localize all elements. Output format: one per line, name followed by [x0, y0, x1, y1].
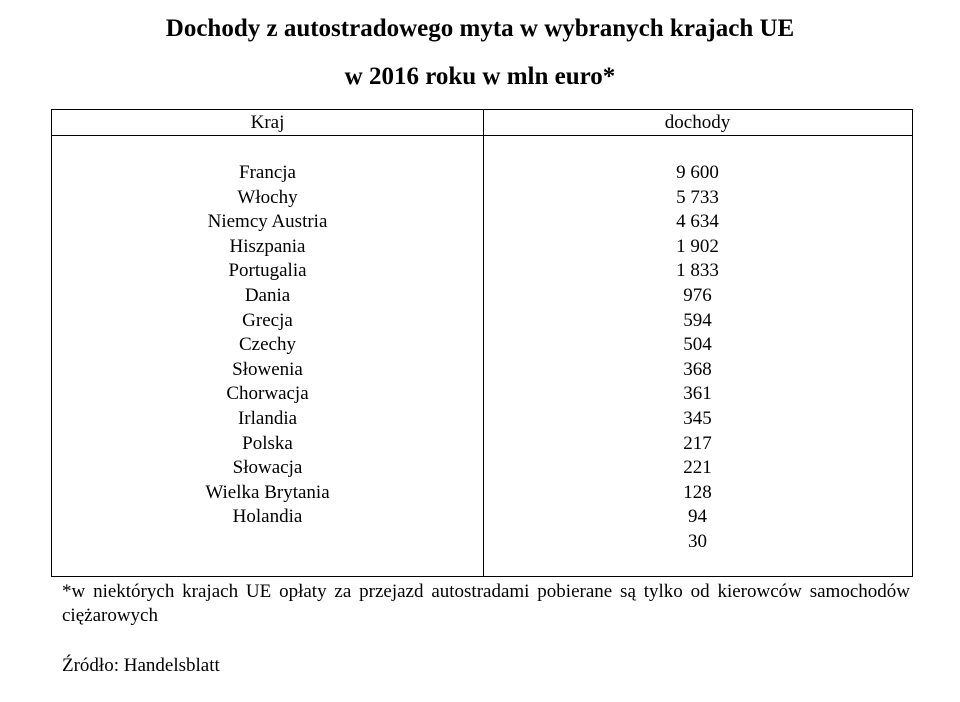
country-cell: Irlandia: [237, 407, 298, 429]
country-cell: Dania: [244, 284, 291, 306]
income-cell: 94: [688, 506, 707, 528]
income-cell: 1 833: [676, 260, 719, 282]
income-cell: 221: [683, 457, 712, 479]
income-cell: 1 902: [676, 235, 719, 257]
source-note: Źródło: Handelsblatt: [62, 655, 220, 676]
country-cell: Portugalia: [228, 260, 307, 282]
income-cell: 217: [683, 432, 712, 454]
toll-revenue-table: [51, 109, 913, 577]
country-cell: Włochy: [237, 186, 298, 208]
country-column: [52, 161, 483, 530]
page-subtitle: w 2016 roku w mln euro*: [344, 63, 616, 90]
income-cell: 594: [683, 309, 712, 331]
country-cell: Czechy: [239, 334, 296, 356]
income-cell: 5 733: [676, 186, 719, 208]
country-cell: Grecja: [242, 309, 293, 331]
income-cell: 9 600: [676, 162, 719, 183]
income-cell: 30: [688, 530, 707, 552]
income-cell: 368: [683, 358, 712, 380]
column-header-country: Kraj: [250, 112, 285, 133]
country-cell: Francja: [239, 162, 296, 183]
country-cell: Polska: [242, 432, 293, 454]
country-cell: Słowenia: [232, 358, 303, 380]
country-cell: Wielka Brytania: [205, 481, 330, 503]
income-cell: 345: [683, 407, 712, 429]
country-cell: Chorwacja: [226, 383, 309, 405]
footnote: *w niektórych krajach UE opłaty za przejazd autostradami pobierane są tylko od kierowców samochodów ciężarowych: [62, 581, 910, 626]
income-cell: 976: [683, 284, 712, 306]
column-header-income: dochody: [664, 112, 731, 133]
income-cell: 4 634: [676, 211, 719, 233]
country-cell: Słowacja: [232, 457, 303, 479]
income-cell: 504: [683, 334, 712, 356]
country-cell: Niemcy Austria: [207, 211, 328, 233]
country-cell: Hiszpania: [229, 235, 306, 257]
income-column: [483, 161, 912, 555]
header-divider: [52, 135, 912, 136]
income-cell: 361: [683, 383, 712, 405]
income-cell: 128: [683, 481, 712, 503]
country-cell: Holandia: [232, 506, 303, 528]
page-title: Dochody z autostradowego myta w wybranych krajach UE: [165, 15, 795, 42]
